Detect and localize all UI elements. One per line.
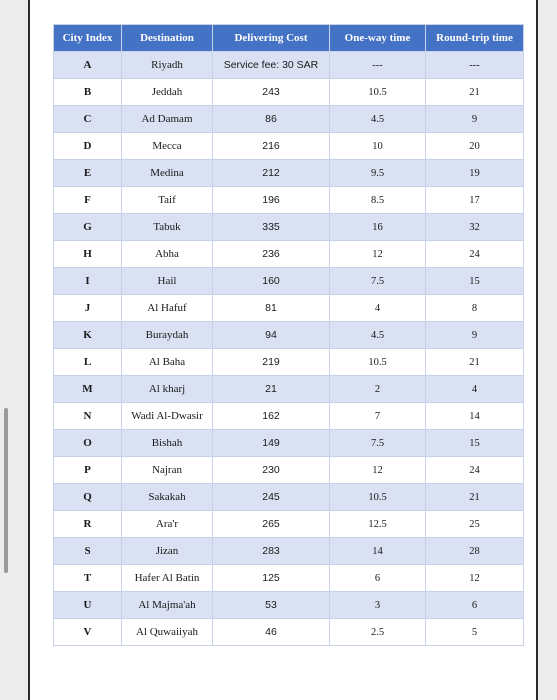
cell-city-index: D — [54, 133, 122, 160]
cell-destination: Abha — [122, 241, 213, 268]
cell-one-way-time: 2.5 — [330, 619, 426, 646]
cell-city-index: O — [54, 430, 122, 457]
cell-destination: Ad Damam — [122, 106, 213, 133]
cell-destination: Mecca — [122, 133, 213, 160]
cell-destination: Hafer Al Batin — [122, 565, 213, 592]
table-row — [54, 214, 524, 241]
cell-delivering-cost: 265 — [213, 511, 330, 538]
cell-one-way-time: 4.5 — [330, 322, 426, 349]
cell-delivering-cost: 53 — [213, 592, 330, 619]
cell-one-way-time: 7.5 — [330, 268, 426, 295]
cell-destination: Al Hafuf — [122, 295, 213, 322]
cell-one-way-time: 10.5 — [330, 349, 426, 376]
cell-round-trip-time: --- — [426, 52, 524, 79]
cell-round-trip-time: 15 — [426, 268, 524, 295]
cell-one-way-time: 2 — [330, 376, 426, 403]
cell-delivering-cost: 125 — [213, 565, 330, 592]
cell-round-trip-time: 19 — [426, 160, 524, 187]
cell-one-way-time: 10.5 — [330, 484, 426, 511]
cell-city-index: A — [54, 52, 122, 79]
cell-destination: Sakakah — [122, 484, 213, 511]
table-row — [54, 133, 524, 160]
cell-delivering-cost: 283 — [213, 538, 330, 565]
cell-city-index: T — [54, 565, 122, 592]
cell-round-trip-time: 20 — [426, 133, 524, 160]
cell-round-trip-time: 4 — [426, 376, 524, 403]
cell-one-way-time: 4.5 — [330, 106, 426, 133]
table-row — [54, 592, 524, 619]
header-one-way-time: One-way time — [330, 25, 426, 52]
cell-round-trip-time: 5 — [426, 619, 524, 646]
cell-city-index: F — [54, 187, 122, 214]
cell-destination: Jizan — [122, 538, 213, 565]
cell-destination: Al kharj — [122, 376, 213, 403]
cell-destination: Ara'r — [122, 511, 213, 538]
cell-delivering-cost: 81 — [213, 295, 330, 322]
table-row — [54, 484, 524, 511]
document-page — [28, 0, 538, 700]
cell-round-trip-time: 12 — [426, 565, 524, 592]
cell-round-trip-time: 25 — [426, 511, 524, 538]
cell-round-trip-time: 9 — [426, 322, 524, 349]
table-row — [54, 79, 524, 106]
cell-round-trip-time: 21 — [426, 349, 524, 376]
cell-delivering-cost: 162 — [213, 403, 330, 430]
cell-delivering-cost: 46 — [213, 619, 330, 646]
cell-one-way-time: 4 — [330, 295, 426, 322]
cell-destination: Medina — [122, 160, 213, 187]
header-round-trip-time: Round-trip time — [426, 25, 524, 52]
cell-city-index: G — [54, 214, 122, 241]
cell-city-index: R — [54, 511, 122, 538]
cell-round-trip-time: 28 — [426, 538, 524, 565]
cell-city-index: U — [54, 592, 122, 619]
table-row — [54, 376, 524, 403]
cell-delivering-cost: 335 — [213, 214, 330, 241]
cell-city-index: K — [54, 322, 122, 349]
cell-destination: Jeddah — [122, 79, 213, 106]
cell-city-index: C — [54, 106, 122, 133]
cell-delivering-cost: 219 — [213, 349, 330, 376]
cell-destination: Hail — [122, 268, 213, 295]
table-row — [54, 241, 524, 268]
cell-round-trip-time: 15 — [426, 430, 524, 457]
cell-one-way-time: 12 — [330, 241, 426, 268]
cell-one-way-time: 10.5 — [330, 79, 426, 106]
cell-city-index: P — [54, 457, 122, 484]
header-destination: Destination — [122, 25, 213, 52]
table-row — [54, 538, 524, 565]
cell-one-way-time: 12 — [330, 457, 426, 484]
delivery-rates-table — [53, 24, 524, 646]
cell-round-trip-time: 14 — [426, 403, 524, 430]
cell-delivering-cost: 245 — [213, 484, 330, 511]
cell-delivering-cost: 216 — [213, 133, 330, 160]
cell-delivering-cost: 236 — [213, 241, 330, 268]
cell-destination: Buraydah — [122, 322, 213, 349]
cell-destination: Tabuk — [122, 214, 213, 241]
table-row — [54, 52, 524, 79]
table-row — [54, 160, 524, 187]
cell-city-index: S — [54, 538, 122, 565]
cell-delivering-cost: 196 — [213, 187, 330, 214]
cell-one-way-time: 10 — [330, 133, 426, 160]
cell-delivering-cost: Service fee: 30 SAR — [213, 52, 330, 79]
cell-destination: Riyadh — [122, 52, 213, 79]
cell-city-index: Q — [54, 484, 122, 511]
cell-one-way-time: 14 — [330, 538, 426, 565]
cell-destination: Taif — [122, 187, 213, 214]
table-row — [54, 106, 524, 133]
cell-round-trip-time: 8 — [426, 295, 524, 322]
cell-one-way-time: --- — [330, 52, 426, 79]
cell-round-trip-time: 24 — [426, 241, 524, 268]
cell-delivering-cost: 160 — [213, 268, 330, 295]
cell-destination: Wadi Al-Dwasir — [122, 403, 213, 430]
cell-destination: Bishah — [122, 430, 213, 457]
header-delivering-cost: Delivering Cost — [213, 25, 330, 52]
cell-one-way-time: 7.5 — [330, 430, 426, 457]
cell-one-way-time: 12.5 — [330, 511, 426, 538]
table-row — [54, 565, 524, 592]
cell-round-trip-time: 17 — [426, 187, 524, 214]
table-row — [54, 187, 524, 214]
table-header-row — [54, 25, 524, 52]
cell-city-index: J — [54, 295, 122, 322]
cell-one-way-time: 16 — [330, 214, 426, 241]
cell-one-way-time: 7 — [330, 403, 426, 430]
table-row — [54, 403, 524, 430]
cell-round-trip-time: 32 — [426, 214, 524, 241]
cell-round-trip-time: 21 — [426, 79, 524, 106]
cell-city-index: N — [54, 403, 122, 430]
cell-destination: Najran — [122, 457, 213, 484]
cell-city-index: L — [54, 349, 122, 376]
cell-delivering-cost: 230 — [213, 457, 330, 484]
cell-city-index: I — [54, 268, 122, 295]
cell-one-way-time: 8.5 — [330, 187, 426, 214]
table-row — [54, 430, 524, 457]
table-row — [54, 349, 524, 376]
cell-city-index: H — [54, 241, 122, 268]
cell-round-trip-time: 24 — [426, 457, 524, 484]
cell-one-way-time: 6 — [330, 565, 426, 592]
table-row — [54, 511, 524, 538]
cell-city-index: B — [54, 79, 122, 106]
table-row — [54, 457, 524, 484]
table-body — [54, 52, 524, 646]
cell-delivering-cost: 212 — [213, 160, 330, 187]
header-city-index: City Index — [54, 25, 122, 52]
cell-round-trip-time: 21 — [426, 484, 524, 511]
cell-city-index: E — [54, 160, 122, 187]
cell-city-index: M — [54, 376, 122, 403]
table-row — [54, 295, 524, 322]
cell-round-trip-time: 6 — [426, 592, 524, 619]
table-row — [54, 619, 524, 646]
cell-round-trip-time: 9 — [426, 106, 524, 133]
cell-city-index: V — [54, 619, 122, 646]
cell-delivering-cost: 94 — [213, 322, 330, 349]
cell-delivering-cost: 86 — [213, 106, 330, 133]
table-row — [54, 322, 524, 349]
table-row — [54, 268, 524, 295]
cell-delivering-cost: 149 — [213, 430, 330, 457]
cell-destination: Al Baha — [122, 349, 213, 376]
cell-one-way-time: 3 — [330, 592, 426, 619]
cell-destination: Al Quwaiiyah — [122, 619, 213, 646]
scrollbar-thumb[interactable] — [4, 408, 8, 573]
cell-delivering-cost: 243 — [213, 79, 330, 106]
cell-one-way-time: 9.5 — [330, 160, 426, 187]
cell-delivering-cost: 21 — [213, 376, 330, 403]
cell-destination: Al Majma'ah — [122, 592, 213, 619]
